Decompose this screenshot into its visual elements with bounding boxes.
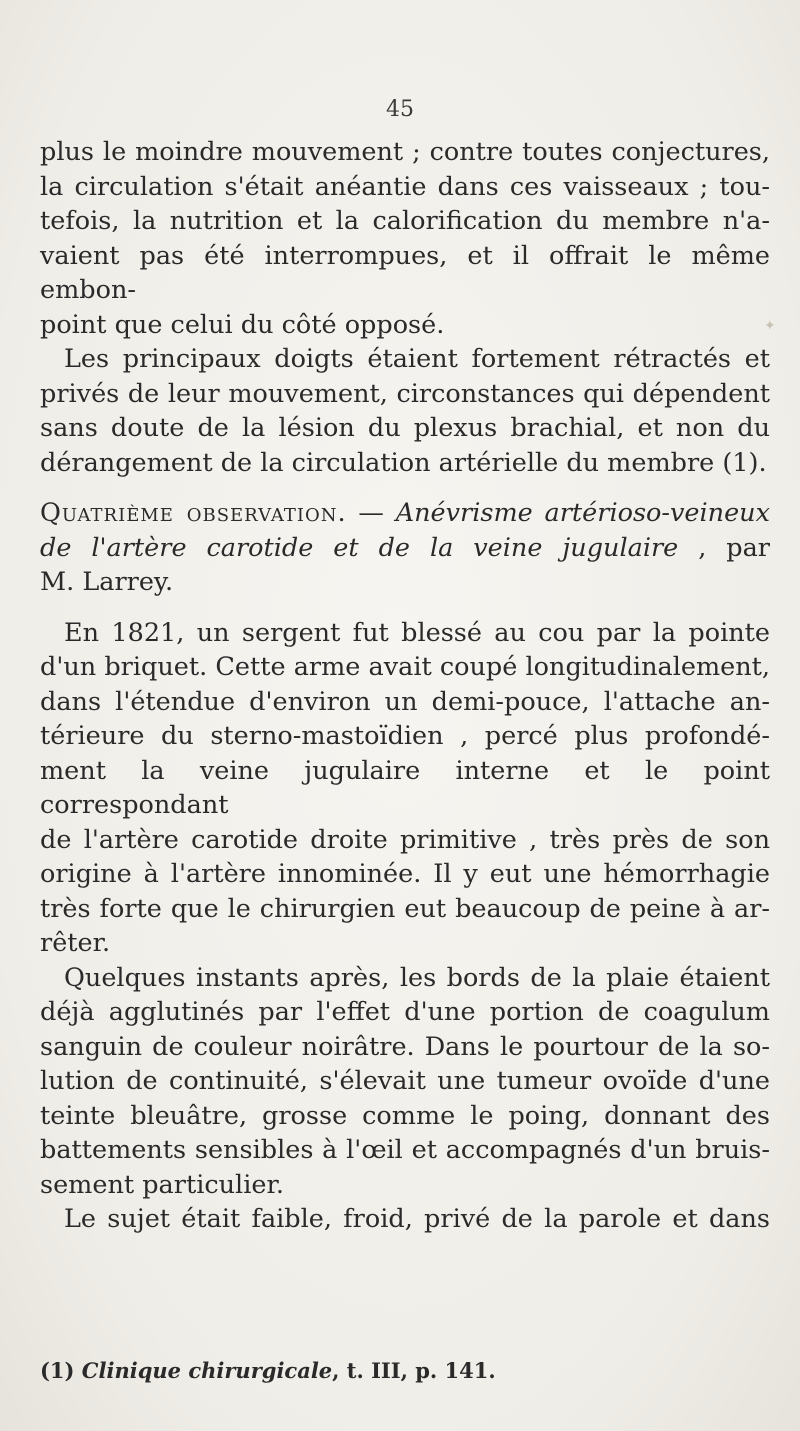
paragraph-1	[40, 135, 770, 342]
text-line: lution de continuité, s'élevait une tumeur ovoïde d'une	[40, 1066, 770, 1096]
text-line: battements sensibles à l'œil et accompagnés d'un bruis-	[40, 1135, 770, 1165]
observation-title: Anévrisme artérioso-veineux	[395, 498, 770, 528]
observation-title-cont: de l'artère carotide et de la veine jugulaire	[40, 532, 679, 563]
text-line: point que celui du côté opposé.	[40, 309, 445, 340]
heading-line	[40, 531, 770, 566]
text-line: tefois, la nutrition et la calorification du membre n'a-	[40, 206, 770, 236]
text-line: privés de leur mouvement, circonstances qui dépendent	[40, 378, 770, 409]
paragraph-3	[40, 616, 770, 961]
footnote-marker: (1)	[40, 1358, 75, 1383]
text-line: de l'artère carotide droite primitive , très près de son	[40, 824, 770, 855]
footnote-source: Clinique chirurgicale	[81, 1358, 333, 1383]
heading-line	[40, 496, 770, 531]
paragraph-5	[40, 1202, 770, 1237]
text-line: dans l'étendue d'environ un demi-pouce, l'attache an-	[40, 686, 770, 717]
text-line: la circulation s'était anéantie dans ces vaisseaux ; tou-	[40, 171, 770, 202]
text-line: teinte bleuâtre, grosse comme le poing, donnant des	[40, 1100, 770, 1131]
heading-par: , par	[678, 532, 770, 563]
text-line: En 1821, un sergent fut blessé au cou par la pointe	[64, 617, 770, 648]
text-line: dérangement de la circulation artérielle du membre (1).	[40, 447, 767, 478]
text-line: plus le moindre mouvement ; contre toutes conjectures,	[40, 137, 770, 167]
text-line: vaient pas été interrompues, et il offrait le même embon-	[40, 240, 770, 305]
text-line: sans doute de la lésion du plexus brachial, et non du	[40, 413, 770, 443]
text-line: origine à l'artère innominée. Il y eut une hémorrhagie	[40, 859, 770, 889]
observation-author: M. Larrey.	[40, 567, 174, 597]
text-line: ment la veine jugulaire interne et le point correspondant	[40, 755, 770, 820]
heading-dash: —	[346, 498, 396, 528]
paragraph-2	[40, 342, 770, 480]
body-text	[40, 135, 770, 1237]
text-line: Quelques instants après, les bords de la plaie étaient	[64, 962, 770, 993]
footnote	[40, 1357, 770, 1385]
text-line: térieure du sterno-mastoïdien , percé plus profondé-	[40, 721, 770, 751]
footnote-ref: , t. III, p. 141.	[332, 1358, 496, 1383]
text-line: Les principaux doigts étaient fortement rétractés et	[64, 344, 770, 374]
text-line: sanguin de couleur noirâtre. Dans le pourtour de la so-	[40, 1031, 770, 1062]
text-line: déjà agglutinés par l'effet d'une portion de coagulum	[40, 997, 770, 1027]
text-line: d'un briquet. Cette arme avait coupé longitudinalement,	[40, 652, 770, 682]
observation-heading	[40, 496, 770, 600]
text-line: rêter.	[40, 928, 111, 958]
observation-label: Quatrième observation.	[40, 498, 347, 528]
ornament-mark: ✦	[764, 318, 776, 334]
page-number: 45	[386, 97, 414, 122]
paragraph-4	[40, 961, 770, 1203]
text-line: sement particulier.	[40, 1169, 284, 1200]
text-line: Le sujet était faible, froid, privé de la parole et dans	[64, 1204, 770, 1234]
text-line: très forte que le chirurgien eut beaucoup de peine à ar-	[40, 893, 770, 924]
